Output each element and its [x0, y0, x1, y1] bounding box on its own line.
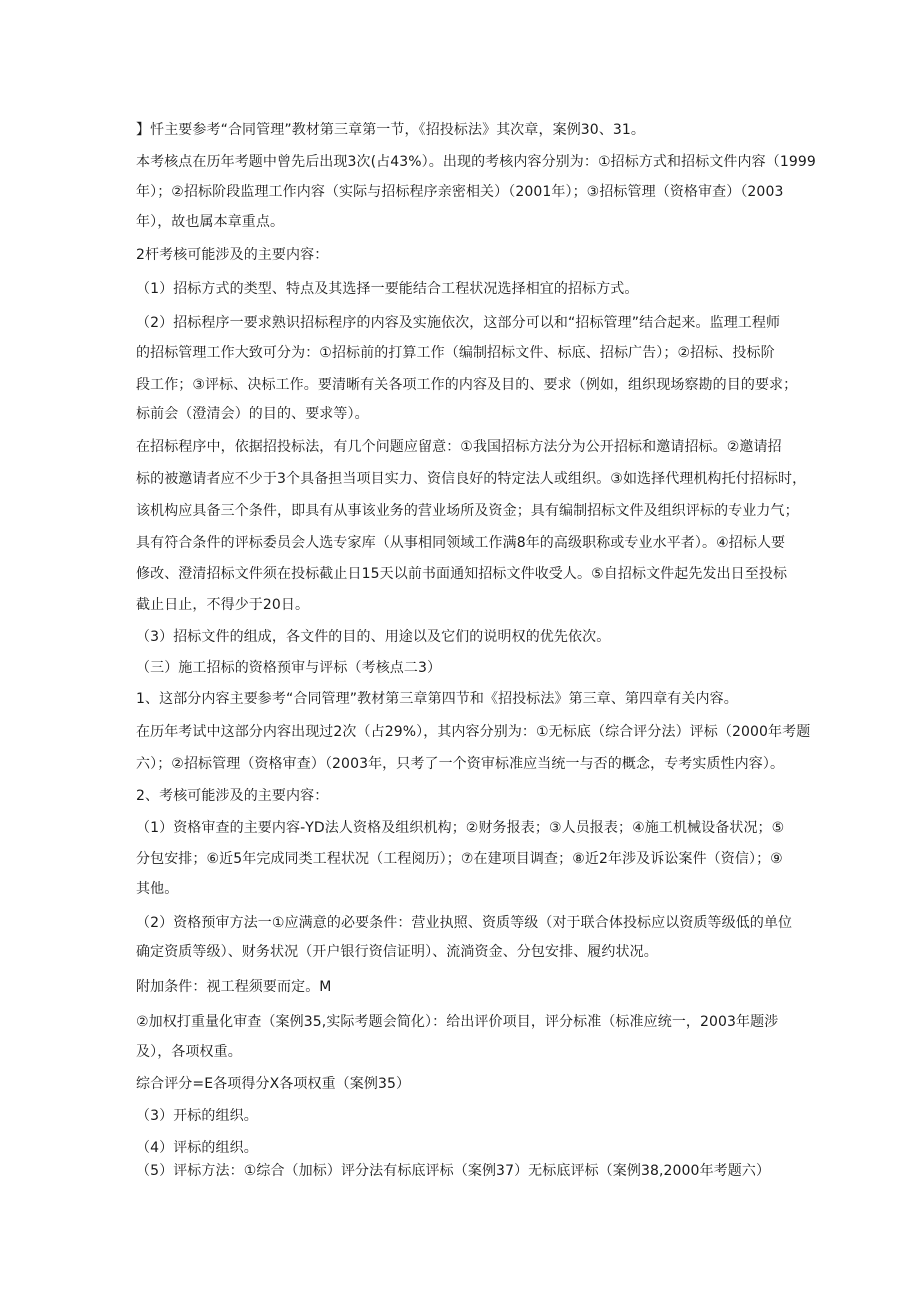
- text-line-3: 年）；②招标阶段监理工作内容（实际与招标程序亲密相关）（2001年）；③招标管理（资格审查）（2003: [136, 184, 784, 200]
- text-line-20: 在历年考试中这部分内容出现过2次（占29%），其内容分别为：①无标底（综合评分法）评标（2000年考题: [136, 724, 811, 740]
- text-line-34: （5）评标方法：①综合（加标）评分法有标底评标（案例37）无标底评标（案例38,2000年考题六）: [136, 1163, 771, 1179]
- text-line-31: 综合评分=E各项得分X各项权重（案例35）: [136, 1076, 411, 1092]
- text-line-12: 标的被邀请者应不少于3个具备担当项目实力、资信良好的特定法人或组织。③如选择代理机构托付招标时，: [136, 471, 807, 487]
- text-line-19: 1、这部分内容主要参考“合同管理”教材第三章第四节和《招投标法》第三章、第四章有关内容。: [136, 691, 738, 707]
- text-line-13: 该机构应具备三个条件，即具有从事该业务的营业场所及资金；具有编制招标文件及组织评标的专业力气；: [136, 503, 799, 519]
- text-line-27: 确定资质等级）、财务状况（开户银行资信证明）、流淌资金、分包安排、履约状况。: [136, 944, 658, 960]
- text-line-21: 六）；②招标管理（资格审查）（2003年，只考了一个资审标准应当统一与否的概念，专考实质性内容）。: [136, 756, 785, 772]
- text-line-2: 本考核点在历年考题中曾先后出现3次(占43%）。出现的考核内容分别为：①招标方式和招标文件内容（1999: [136, 154, 816, 170]
- text-line-29: ②加权打重量化审查（案例35,实际考题会简化）：给出评价项目，评分标准（标准应统一，2003年题涉: [136, 1014, 779, 1030]
- text-line-26: （2）资格预审方法一①应满意的必要条件：营业执照、资质等级（对于联合体投标应以资质等级低的单位: [136, 915, 793, 931]
- text-line-8: 的招标管理工作大致可分为：①招标前的打算工作（编制招标文件、标底、招标广告）；②招标、投标阶: [136, 345, 775, 361]
- text-line-17: （3）招标文件的组成，各文件的目的、用途以及它们的说明权的优先依次。: [136, 629, 611, 645]
- text-line-22: 2、考核可能涉及的主要内容：: [136, 788, 329, 804]
- text-line-24: 分包安排；⑥近5年完成同类工程状况（工程阅历）；⑦在建项目调查；⑧近2年涉及诉讼案件（资信）；⑨: [136, 851, 783, 867]
- text-line-5: 2杆考核可能涉及的主要内容：: [136, 247, 329, 263]
- text-line-32: （3）开标的组织。: [136, 1108, 258, 1124]
- text-line-33: （4）评标的组织。: [136, 1140, 258, 1156]
- text-line-1: 】忏主要参考“合同管理”教材第三章第一节，《招投标法》其次章，案例30、31。: [136, 122, 646, 138]
- text-line-11: 在招标程序中，依据招投标法，有几个问题应留意：①我国招标方法分为公开招标和邀请招标。②邀请招: [136, 439, 782, 455]
- text-line-14: 具有符合条件的评标委员会人选专家库（从事相同领域工作满8年的高级职称或专业水平者）。④招标人要: [136, 535, 786, 551]
- text-line-7: （2）招标程序一要求熟识招标程序的内容及实施依次，这部分可以和“招标管理”结合起来。监理工程师: [136, 315, 781, 331]
- text-line-4: 年），故也属本章重点。: [136, 214, 285, 230]
- text-line-16: 截止日止，不得少于20日。: [136, 597, 310, 613]
- text-line-6: （1）招标方式的类型、特点及其选择一要能结合工程状况选择相宜的招标方式。: [136, 281, 639, 297]
- text-line-18: （三）施工招标的资格预审与评标（考核点二3）: [136, 660, 442, 676]
- text-line-23: （1）资格审查的主要内容-YD法人资格及组织机构；②财务报表；③人员报表；④施工机械设备状况；⑤: [136, 820, 785, 836]
- text-line-10: 标前会（澄清会）的目的、要求等）。: [136, 406, 369, 422]
- text-line-15: 修改、澄清招标文件须在投标截止日15天以前书面通知招标文件收受人。⑤自招标文件起先发出日至投标: [136, 566, 788, 582]
- text-line-9: 段工作；③评标、决标工作。要清晰有关各项工作的内容及目的、要求（例如，组织现场察勘的目的要求；: [136, 377, 798, 393]
- text-line-25: 其他。: [136, 881, 179, 897]
- text-line-30: 及），各项权重。: [136, 1044, 242, 1060]
- text-line-28: 附加条件：视工程须要而定。M: [136, 979, 332, 995]
